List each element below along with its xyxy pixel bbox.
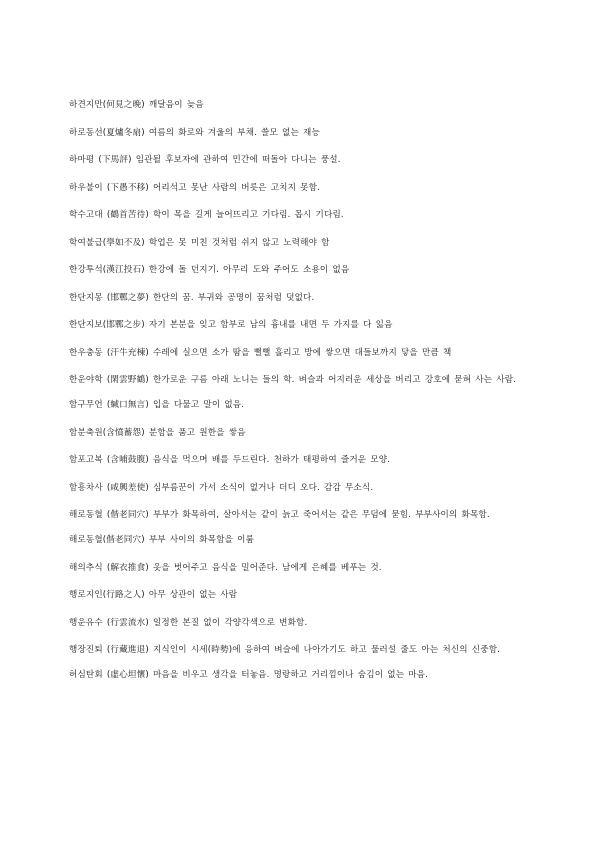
idiom-entry: 하로동선(夏爐冬扇) 여름의 화로와 겨울의 부채. 쓸모 없는 재능 bbox=[69, 127, 320, 138]
idiom-entry: 함분축원(含憤蓄怨) 분함을 품고 원한을 쌓음 bbox=[69, 427, 246, 438]
idiom-entry: 한단지보(邯鄲之步) 자기 본분을 잊고 함부로 남의 흉내를 내면 두 가지를 다 잃음 bbox=[69, 320, 393, 330]
idiom-entry: 하마평 (下馬評) 임관될 후보자에 관하여 민간에 떠돌아 다니는 풍설. bbox=[69, 155, 341, 165]
idiom-entry: 한강투석(漢江投石) 한강에 돌 던지기. 아무리 도와 주어도 소용이 없음 bbox=[69, 265, 350, 275]
idiom-entry: 함포고복 (含哺鼓腹) 음식을 먹으며 배를 두드린다. 천하가 태평하여 즐거운 모양. bbox=[69, 455, 391, 465]
idiom-entry: 해로동혈(偕老同穴) 부부 사이의 화목함을 이룸 bbox=[69, 535, 255, 545]
idiom-entry: 함구무언 (緘口無言) 입을 다물고 말이 없음. bbox=[69, 400, 245, 410]
idiom-list bbox=[69, 98, 539, 696]
idiom-entry: 행운유수 (行雲流水) 일정한 본질 없이 각양각색으로 변화함. bbox=[69, 617, 308, 628]
idiom-entry: 행장진퇴 (行藏進退) 지식인이 시세(時勢)에 응하여 벼슬에 나아가기도 하고 물러설 줄도 아는 처신의 신중함. bbox=[69, 645, 501, 655]
idiom-entry: 한단지몽 (邯鄲之夢) 한단의 꿈. 부귀와 공명이 꿈처럼 덧없다. bbox=[69, 292, 315, 303]
idiom-entry: 해의추식 (解衣推食) 옷을 벗어주고 음식을 밀어준다. 남에게 은혜를 베푸는 것. bbox=[69, 562, 382, 573]
idiom-entry: 하우불이 (下愚不移) 어리석고 못난 사람의 버릇은 고치지 못함. bbox=[69, 182, 320, 193]
idiom-entry: 하견지만(何見之晩) 깨달음이 늦음 bbox=[69, 100, 204, 110]
idiom-entry: 해로동혈 (偕老同穴) 부부가 화목하여, 살아서는 같이 늙고 죽어서는 같은 무덤에 묻힘. 부부사이의 화목함. bbox=[69, 510, 490, 520]
idiom-entry: 행로지인(行路之人) 아무 상관이 없는 사람 bbox=[69, 590, 238, 600]
idiom-entry: 학수고대 (鶴首苦待) 학이 목을 길게 늘어뜨리고 기다림. 몹시 기다림. bbox=[69, 210, 344, 220]
idiom-entry: 허심탄회 (虛心坦懷) 마음을 비우고 생각을 터놓음. 명랑하고 거리낌이나 숨김이 없는 마음. bbox=[69, 670, 429, 680]
idiom-entry: 한우충동 (汗牛充棟) 수레에 실으면 소가 땀을 뻘뻘 흘리고 방에 쌓으면 대들보까지 닿을 만큼 책 bbox=[69, 347, 452, 358]
idiom-entry: 학여불급(學如不及) 학업은 못 미친 것처럼 쉬지 않고 노력해야 함 bbox=[69, 237, 330, 248]
idiom-entry: 함흥차사 (咸興差使) 심부름꾼이 가서 소식이 없거나 더디 오다. 감감 무소식. bbox=[69, 482, 374, 493]
idiom-entry: 한운야학 (閑雲野鶴) 한가로운 구름 아래 노니는 들의 학. 벼슬과 어지러운 세상을 버리고 강호에 묻혀 사는 사람. bbox=[69, 375, 517, 385]
